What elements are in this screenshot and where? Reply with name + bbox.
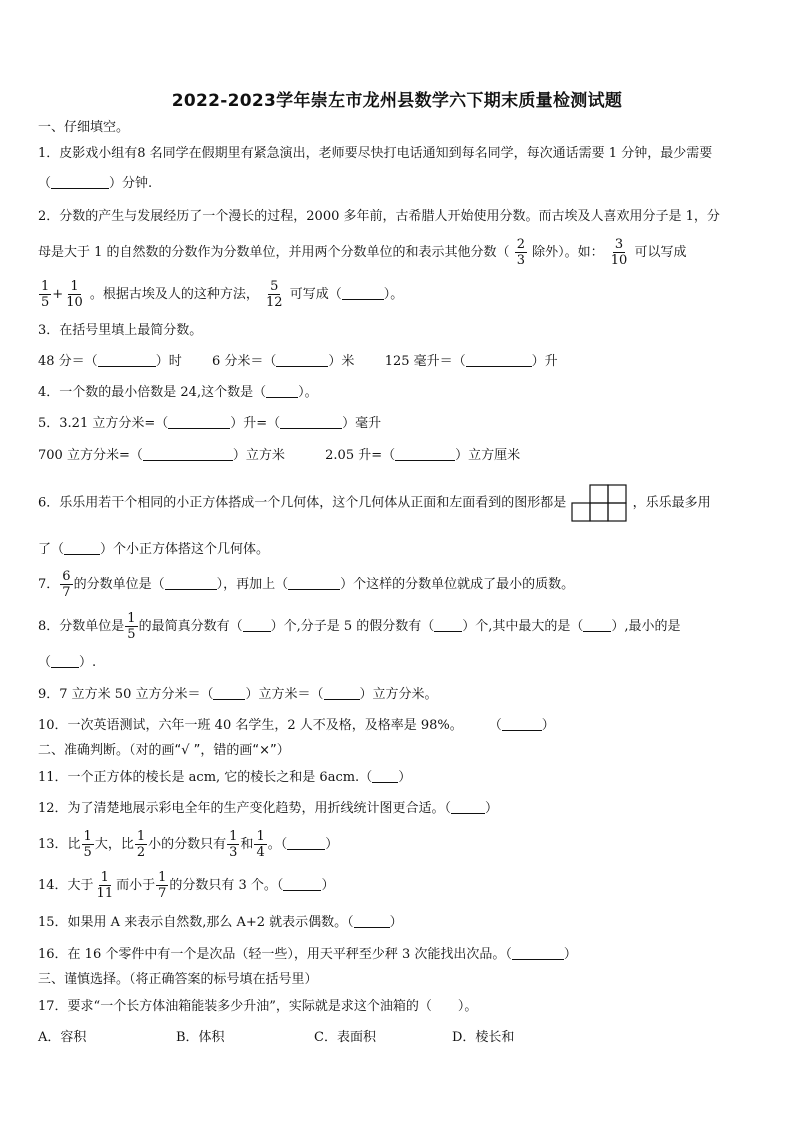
answer-blank[interactable] xyxy=(451,800,485,814)
fraction: $\frac{5}{12}$ xyxy=(266,279,283,310)
answer-blank[interactable] xyxy=(466,353,532,367)
fraction: $\frac{1}{2}$ xyxy=(136,829,146,860)
fraction: $\frac{6}{7}$ xyxy=(62,569,71,600)
fraction: $\frac{3}{10}$ xyxy=(610,237,628,268)
q11-line: 11．一个正方体的棱长是 acm, 它的棱长之和是 6acm.（ ） xyxy=(38,770,412,785)
q15-line: 15．如果用 A 来表示自然数,那么 A+2 就表示偶数。（ ） xyxy=(38,915,403,930)
answer-blank[interactable] xyxy=(287,836,325,850)
fraction: $\frac{1}{7}$ xyxy=(158,870,167,901)
answer-blank[interactable] xyxy=(165,576,217,590)
section-1-heading: 一、仔细填空。 xyxy=(38,120,130,135)
answer-blank[interactable] xyxy=(276,353,328,367)
answer-blank[interactable] xyxy=(213,686,245,700)
answer-blank[interactable] xyxy=(51,654,79,668)
fraction: $\frac{2}{3}$ xyxy=(516,237,525,268)
answer-blank[interactable] xyxy=(283,877,321,891)
answer-blank[interactable] xyxy=(324,686,360,700)
q2-line-2: 母是大于 1 的自然数的分数作为分数单位，并用两个分数单位的和表示其他分数（ $\frac{2}{3}$ 除外）。如： $\frac{3}{10}$ 可以写成 xyxy=(38,237,687,268)
fraction: $\frac{1}{11}$ xyxy=(96,870,114,901)
q1-line-2: （ ）分钟. xyxy=(38,176,153,191)
answer-blank[interactable] xyxy=(168,415,230,429)
q17-option-c[interactable]: C．表面积 xyxy=(314,1030,376,1045)
q17-stem: 17．要求“一个长方体油箱能装多少升油”，实际就是求这个油箱的（ ）。 xyxy=(38,999,478,1014)
q1-line-1: 1．皮影戏小组有8 名同学在假期里有紧急演出，老师要尽快打电话通知到每名同学，每次通话需要 1 分钟，最少需要 xyxy=(38,146,713,161)
q4-line: 4．一个数的最小倍数是 24,这个数是（ ）。 xyxy=(38,385,318,400)
q5-line-2: 700 立方分米=（ ）立方米 2.05 升=（ ）立方厘米 xyxy=(38,448,521,463)
q17-option-b[interactable]: B．体积 xyxy=(176,1030,225,1045)
q12-line: 12．为了清楚地展示彩电全年的生产变化趋势，用折线统计图更合适。（ ） xyxy=(38,801,499,816)
q17-option-d[interactable]: D．棱长和 xyxy=(452,1030,515,1045)
answer-blank[interactable] xyxy=(266,384,298,398)
cube-view-figure xyxy=(570,484,628,522)
answer-blank[interactable] xyxy=(502,717,542,731)
page-title: 2022-2023学年崇左市龙州县数学六下期末质量检测试题 xyxy=(171,91,623,111)
fraction: $\frac{1}{10}$ xyxy=(66,279,83,310)
q16-line: 16．在 16 个零件中有一个是次品（轻一些），用天平秤至少秤 3 次能找出次品。（ ） xyxy=(38,947,577,962)
q10-line: 10．一次英语测试，六年一班 40 名学生，2 人不及格，及格率是 98%。 （ ） xyxy=(38,718,555,733)
section-3-heading: 三、谨慎选择。（将正确答案的标号填在括号里） xyxy=(38,972,318,987)
q2-line-1: 2．分数的产生与发展经历了一个漫长的过程，2000 多年前，古希腊人开始使用分数。而古埃及人喜欢用分子是 1，分 xyxy=(38,209,720,224)
q8-line-2: （ ）. xyxy=(38,655,97,670)
fraction: $\frac{1}{4}$ xyxy=(256,829,265,860)
answer-blank[interactable] xyxy=(512,946,564,960)
q3-line-1: 3．在括号里填上最简分数。 xyxy=(38,323,203,338)
q6-line-1: 6．乐乐用若干个相同的小正方体搭成一个几何体，这个几何体从正面和左面看到的图形都是 ，乐乐最多用 xyxy=(38,484,711,523)
answer-blank[interactable] xyxy=(51,175,109,189)
q9-line: 9．7 立方米 50 立方分米＝（ ）立方米＝（ ）立方分米。 xyxy=(38,687,438,702)
q6-line-2: 了（ ）个小正方体搭这个几何体。 xyxy=(38,542,270,557)
fraction: $\frac{1}{5}$ xyxy=(127,611,136,642)
q14-line: 14．大于 $\frac{1}{11}$ 而小于 $\frac{1}{7}$ 的分数只有 3 个。（ ） xyxy=(38,870,335,901)
answer-blank[interactable] xyxy=(143,447,233,461)
q17-option-a[interactable]: A．容积 xyxy=(38,1030,87,1045)
fraction: $\frac{1}{5}$ xyxy=(83,829,92,860)
answer-blank[interactable] xyxy=(243,618,271,632)
answer-blank[interactable] xyxy=(64,541,100,555)
q3-line-2: 48 分＝（ ）时 6 分米＝（ ）米 125 毫升＝（ ）升 xyxy=(38,354,558,369)
section-2-heading: 二、准确判断。（对的画“√ ”，错的画“×”） xyxy=(38,743,290,758)
q7-line: 7． $\frac{6}{7}$ 的分数单位是（ ），再加上（ ）个这样的分数单位就成了最小的质数。 xyxy=(38,569,575,600)
answer-blank[interactable] xyxy=(434,618,462,632)
answer-blank[interactable] xyxy=(354,914,390,928)
q13-line: 13．比 $\frac{1}{5}$ 大，比 $\frac{1}{2}$ 小的分数只有 $\frac{1}{3}$ 和 $\frac{1}{4}$ 。（ ） xyxy=(38,829,339,860)
q8-line-1: 8．分数单位是 $\frac{1}{5}$ 的最简真分数有（ ）个,分子是 5 的假分数有（ ）个,其中最大的是（ ）,最小的是 xyxy=(38,611,681,642)
answer-blank[interactable] xyxy=(342,286,384,300)
answer-blank[interactable] xyxy=(395,447,455,461)
q5-line-1: 5．3.21 立方分米=（ ）升=（ ）毫升 xyxy=(38,416,382,431)
answer-blank[interactable] xyxy=(288,576,340,590)
answer-blank[interactable] xyxy=(583,618,611,632)
fraction: $\frac{1}{5}$ xyxy=(41,279,50,310)
fraction: $\frac{1}{3}$ xyxy=(229,829,238,860)
answer-blank[interactable] xyxy=(280,415,342,429)
answer-blank[interactable] xyxy=(372,769,398,783)
q2-line-3: $\frac{1}{5}$ + $\frac{1}{10}$ 。根据古埃及人的这种方法， $\frac{5}{12}$ 可写成（ ）。 xyxy=(41,279,404,310)
answer-blank[interactable] xyxy=(98,353,156,367)
